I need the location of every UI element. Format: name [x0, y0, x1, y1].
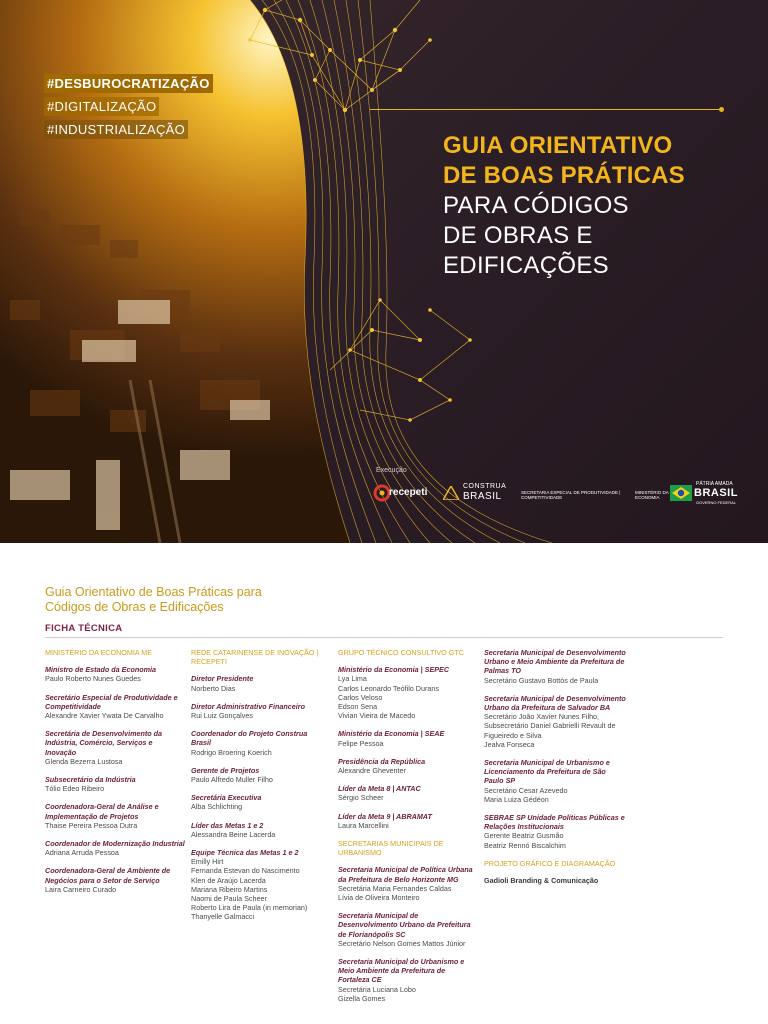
credit-block: Coordenadora-Geral de Análise e Implementação de Projetos Thaise Pereira Pessoa Dutra — [45, 802, 159, 830]
credit-block: Diretor Presidente Norberto Dias — [191, 674, 254, 693]
partner-logos: recepeti CONSTRUA BRASIL SECRETARIA ESPECIAL DE PRODUTIVIDADE | COMPETITIVIDADE MINISTÉRIO DA ECONOMIA PÁTRIA AMADA BRASIL GOVERNO FEDERAL — [373, 480, 743, 508]
secretaria-logo: SECRETARIA ESPECIAL DE PRODUTIVIDADE | COMPETITIVIDADE — [521, 490, 621, 500]
title-divider — [370, 109, 721, 110]
credit-block: Líder das Metas 1 e 2 Alessandra Beine Lacerda — [191, 820, 276, 839]
cover-title — [443, 131, 763, 281]
section-heading: PROJETO GRÁFICO E DIAGRAMAÇÃO — [484, 858, 616, 868]
credit-block: Coordenador do Projeto Construa Brasil Rodrigo Broering Koerich — [191, 729, 308, 757]
guide-title-line-2: Códigos de Obras e Edificações — [45, 600, 224, 614]
design-credit: Gadioli Branding & Comunicação — [484, 876, 599, 886]
column-recepeti — [191, 648, 327, 931]
credit-block: Ministro de Estado da Economia Paulo Roberto Nunes Guedes — [45, 665, 157, 684]
credit-block: Diretor Administrativo Financeiro Rui Luiz Gonçalves — [191, 701, 305, 721]
section-heading: MINISTÉRIO DA ECONOMIA ME — [45, 648, 153, 657]
ficha-tecnica-heading: FICHA TÉCNICA — [45, 623, 123, 634]
credit-block: Gerente de Projetos Paulo Alfredo Muller Filho — [191, 765, 273, 785]
title-line-4: DE OBRAS E — [443, 222, 593, 249]
credit-block: Secretário Especial de Produtividade e Competitividade Alexandre Xavier Ywata De Carvalho — [45, 692, 178, 721]
hashtag-industrializacao: #INDUSTRIALIZAÇÃO — [44, 120, 188, 139]
brazil-flag-icon — [670, 485, 692, 501]
heading-divider — [45, 637, 723, 638]
execucao-label: Execução — [376, 467, 407, 474]
credit-block: Ministério da Economia | SEAE Felipe Pessoa — [338, 729, 445, 748]
credit-block: Equipe Técnica das Metas 1 e 2 Emilly Hirt Fernanda Estevan do Nascimento Klen de Araújo Lacerda Mariana Ribeiro Martins Naomi de Paula Scheer Roberto Lira de Paula (in memorian) Thanyelle Galmacci — [191, 848, 308, 922]
hashtag-list — [44, 74, 213, 143]
title-line-3: PARA CÓDIGOS — [443, 192, 629, 219]
section-heading: GRUPO TÉCNICO CONSULTIVO GTC — [338, 648, 464, 657]
credit-block: Secretaria Municipal do Urbanismo e Meio Ambiente da Prefeitura de Fortaleza CE Secretária Luciana Lobo Gizella Gomes — [338, 957, 465, 1003]
credit-block: Líder da Meta 8 | ANTAC Sérgio Scheer — [338, 784, 421, 803]
ministerio-logo: MINISTÉRIO DA ECONOMIA — [635, 490, 669, 500]
credit-block: Subsecretário da Indústria Tólio Edeo Ribeiro — [45, 775, 136, 794]
governo-federal-logo: PÁTRIA AMADA BRASIL GOVERNO FEDERAL — [670, 480, 740, 508]
hashtag-digitalizacao: #DIGITALIZAÇÃO — [44, 97, 159, 116]
credit-block: Secretaria Municipal de Urbanismo e Licenciamento da Prefeitura de São Paulo SP Secretário Cesar Azevedo Maria Luiza Gédéon — [484, 758, 610, 804]
column-gtc — [338, 648, 478, 1012]
credit-block: Ministério da Economia | SEPEC Lya Lima Carlos Leonardo Teófilo Durans Carlos Veloso Edson Sena Vivian Vieira de Macedo — [338, 665, 450, 721]
column-secretarias — [484, 648, 626, 885]
hashtag-desburocratizacao: #DESBUROCRATIZAÇÃO — [44, 74, 213, 93]
credit-block: Secretaria Municipal de Desenvolvimento Urbano da Prefeitura de Florianópolis SC Secretário Nelson Gomes Mattos Júnior — [338, 911, 471, 948]
column-ministerio — [45, 648, 185, 903]
credit-block: Secretaria Municipal de Desenvolvimento Urbano da Prefeitura de Salvador BA Secretário João Xavier Nunes Filho, Subsecretário Daniel Gabrielli Revault de Figueiredo e Silva Jealva Fonseca — [484, 693, 626, 749]
section-heading: SECRETARIAS MUNICIPAIS DE URBANISMO — [338, 839, 444, 858]
credit-block: Coordenadora-Geral de Ambiente de Negócios para o Setor de Serviço Laira Carneiro Curado — [45, 866, 171, 894]
credit-block: Secretaria Municipal de Política Urbana da Prefeitura de Belo Horizonte MG Secretária Maria Fernandes Caldas Lívia de Oliveira Monteiro — [338, 865, 473, 903]
guide-title-line-1: Guia Orientativo de Boas Práticas para — [45, 585, 262, 599]
credit-block: Líder da Meta 9 | ABRAMAT Laura Marcellini — [338, 811, 432, 830]
credit-block: Presidência da República Alexandre Gheventer — [338, 756, 426, 776]
title-line-1: GUIA ORIENTATIVO — [443, 132, 673, 159]
credit-block: SEBRAE SP Unidade Políticas Públicas e Relações Institucionais Gerente Beatriz Gusmão Beatriz Rennó Biscalchim — [484, 813, 625, 850]
credit-block: Secretaria Municipal de Desenvolvimento Urbano e Meio Ambiente da Prefeitura de Palmas TO Secretário Gustavo Bottós de Paula — [484, 648, 626, 685]
title-line-2: DE BOAS PRÁTICAS — [443, 162, 685, 189]
credit-block: Secretária Executiva Alba Schlichting — [191, 793, 262, 812]
guide-title — [45, 585, 262, 615]
section-heading: REDE CATARINENSE DE INOVAÇÃO | RECEPETI — [191, 648, 319, 667]
credit-block: Coordenador de Modernização Industrial Adriana Arruda Pessoa — [45, 839, 185, 858]
construa-brasil-icon — [443, 486, 459, 500]
title-line-5: EDIFICAÇÕES — [443, 252, 609, 279]
credit-block: Secretária de Desenvolvimento da Indústria, Comércio, Serviços e Inovação Glenda Bezerra Lustosa — [45, 729, 163, 766]
